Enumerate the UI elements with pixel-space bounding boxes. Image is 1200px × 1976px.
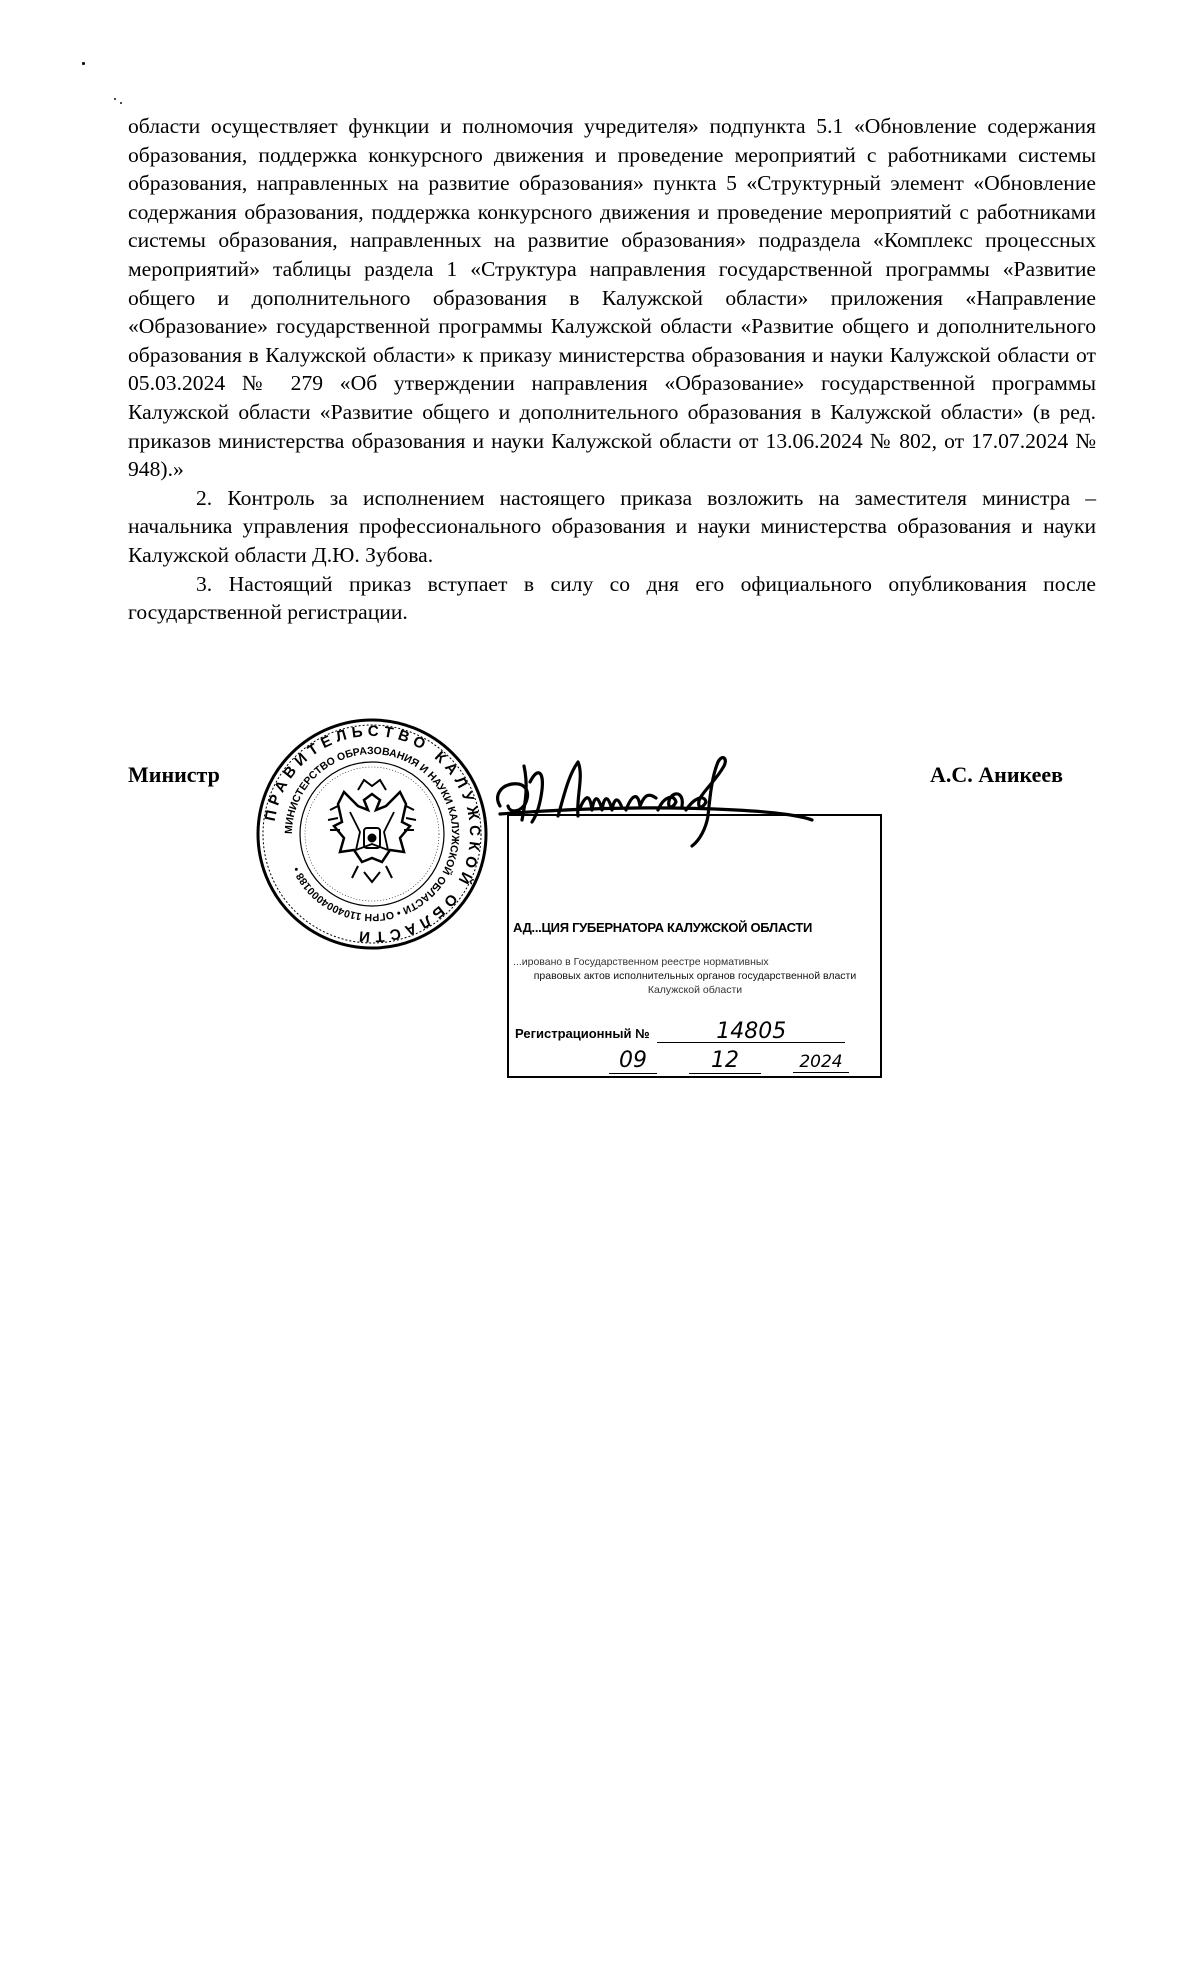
registration-label: Регистрационный № [515,1026,650,1041]
official-seal [254,716,490,952]
stamp-line-2: правовых актов исполнительных органов государственной власти [533,970,857,982]
svg-text:ПРАВИТЕЛЬСТВО КАЛУЖСКОЙ ОБЛАСТ: ПРАВИТЕЛЬСТВО КАЛУЖСКОЙ ОБЛАСТИ [261,722,484,946]
scan-speck [120,102,122,104]
date-day: 09 [609,1048,657,1074]
paragraph-3: 3. Настоящий приказ вступает в силу со дня его официального опубликования после государственной регистрации. [128,571,1096,625]
stamp-title: АД...ЦИЯ ГУБЕРНАТОРА КАЛУЖСКОЙ ОБЛАСТИ [513,920,813,935]
registration-date [609,1048,849,1074]
signer-name: А.С. Аникеев [930,762,1064,787]
scan-speck [114,98,116,100]
document-body [128,112,1096,627]
date-month: 12 [689,1048,761,1074]
registration-number-row [515,1019,845,1044]
svg-text:МИНИСТЕРСТВО ОБРАЗОВАНИЯ И НАУ: МИНИСТЕРСТВО ОБРАЗОВАНИЯ И НАУКИ КАЛУЖСКОЙ ОБЛАСТИ • ОГРН 1104004000188 • [282,744,462,924]
registration-number: 14805 [657,1022,845,1043]
scan-speck [82,62,85,65]
stamp-line-3: Калужской области [647,984,743,996]
date-year: 2024 [793,1052,849,1073]
eagle-emblem-icon [328,780,416,882]
paragraph-1: области осуществляет функции и полномочия учредителя» подпункта 5.1 «Обновление содержания образования, поддержка конкурсного движения и проведение мероприятий с работниками системы образования, направленных на развитие образования» пункта 5 «Структурный элемент «Обновление содержания образования, поддержка конкурсного движения и проведение мероприятий с работниками системы образования, направленных на развитие образования» подраздела «Комплекс процессных мероприятий» таблицы раздела 1 «Структура направления государственной программы «Развитие общего и дополнительного образования в Калужской области» приложения «Направление «Образование» государственной программы Калужской области «Развитие общего и дополнительного образования в Калужской области» к приказу министерства образования и науки Калужской области от 05.03.2024 № 279 «Об утверждении направления «Образование» государственной программы Калужской области «Развитие общего и дополнительного образования в Калужской области» (в ред. приказов министерства образования и науки Калужской области от 13.06.2024 № 802, от 17.07.2024 № 948).» [128,114,1096,482]
stamp-line-1: ...ировано в Государственном реестре нормативных [513,956,769,968]
registration-stamp [507,814,882,1078]
position-title: Министр [128,762,220,787]
paragraph-2: 2. Контроль за исполнением настоящего приказа возложить на заместителя министра – начальника управления профессионального образования и науки министерства образования и науки Калужской области Д.Ю. Зубова. [128,485,1096,567]
